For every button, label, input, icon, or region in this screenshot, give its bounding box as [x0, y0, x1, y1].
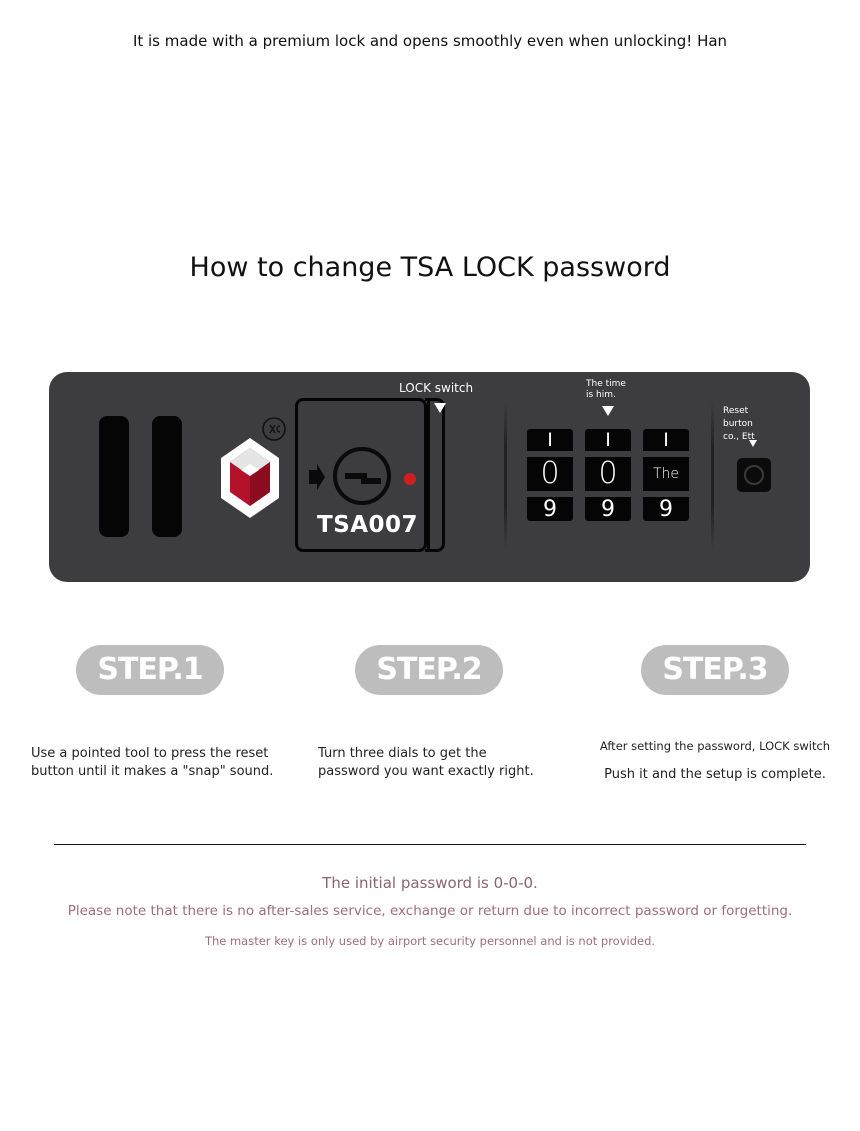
dial-callout-line: is him.	[586, 390, 616, 400]
arrow-down-icon	[749, 440, 757, 447]
dial-2-current: 0	[585, 457, 631, 491]
initial-password-note: The initial password is 0-0-0.	[322, 874, 538, 892]
step-2-description	[318, 745, 558, 781]
dial-2-top: I	[585, 429, 631, 451]
dial-3-top: I	[643, 429, 689, 451]
grip-slot-left	[99, 416, 129, 537]
dial-1-current: 0	[527, 457, 573, 491]
certification-mark-icon	[261, 416, 287, 442]
dial-3-bottom: 9	[643, 497, 689, 521]
step-3-line: After setting the password, LOCK switch	[599, 739, 831, 753]
reset-callout-line: co., Ett	[723, 432, 755, 442]
dial-3-current: The	[643, 457, 689, 491]
step-2-line: Turn three dials to get the	[318, 746, 487, 761]
reset-button-ring	[744, 465, 764, 485]
reset-callout	[723, 405, 785, 444]
arrow-down-icon	[602, 406, 614, 416]
step-1-line: Use a pointed tool to press the reset	[31, 746, 269, 761]
reset-callout-line: burton	[723, 419, 753, 429]
no-return-notice: Please note that there is no after-sales service, exchange or return due to incorrect password or forgetting.	[67, 903, 793, 919]
lock-switch-callout: LOCK switch	[399, 381, 474, 395]
step-3-badge: STEP.3	[641, 645, 789, 695]
page-title: How to change TSA LOCK password	[189, 252, 671, 283]
dial-2-bottom: 9	[585, 497, 631, 521]
tsa-logo-icon	[219, 436, 281, 520]
panel-divider	[504, 402, 507, 550]
lock-model-label: TSA007	[317, 512, 419, 538]
tsa-lock-illustration	[49, 372, 810, 582]
intro-text: It is made with a premium lock and opens smoothly even when unlocking! Han	[132, 32, 728, 50]
master-key-note: The master key is only used by airport security personnel and is not provided.	[204, 934, 656, 948]
dial-1-bottom: 9	[527, 497, 573, 521]
keyhole-icon	[331, 445, 393, 507]
step-3-line: Push it and the setup is complete.	[604, 767, 826, 782]
arrow-right-icon	[307, 462, 327, 492]
dial-1-top: I	[527, 429, 573, 451]
arrow-down-icon	[434, 403, 446, 413]
dial-callout-line: The time	[586, 379, 626, 389]
step-1-badge: STEP.1	[76, 645, 224, 695]
step-2-badge: STEP.2	[355, 645, 503, 695]
lock-switch-edge	[427, 398, 430, 552]
dial-callout	[586, 379, 626, 401]
lock-indicator-dot	[404, 473, 416, 485]
reset-callout-line: Reset	[723, 406, 749, 416]
step-2-line: password you want exactly right.	[318, 764, 534, 779]
grip-slot-right	[152, 416, 182, 537]
step-1-line: button until it makes a "snap" sound.	[31, 764, 274, 779]
panel-divider	[711, 402, 714, 550]
section-divider	[54, 844, 806, 845]
step-1-description	[31, 745, 281, 781]
